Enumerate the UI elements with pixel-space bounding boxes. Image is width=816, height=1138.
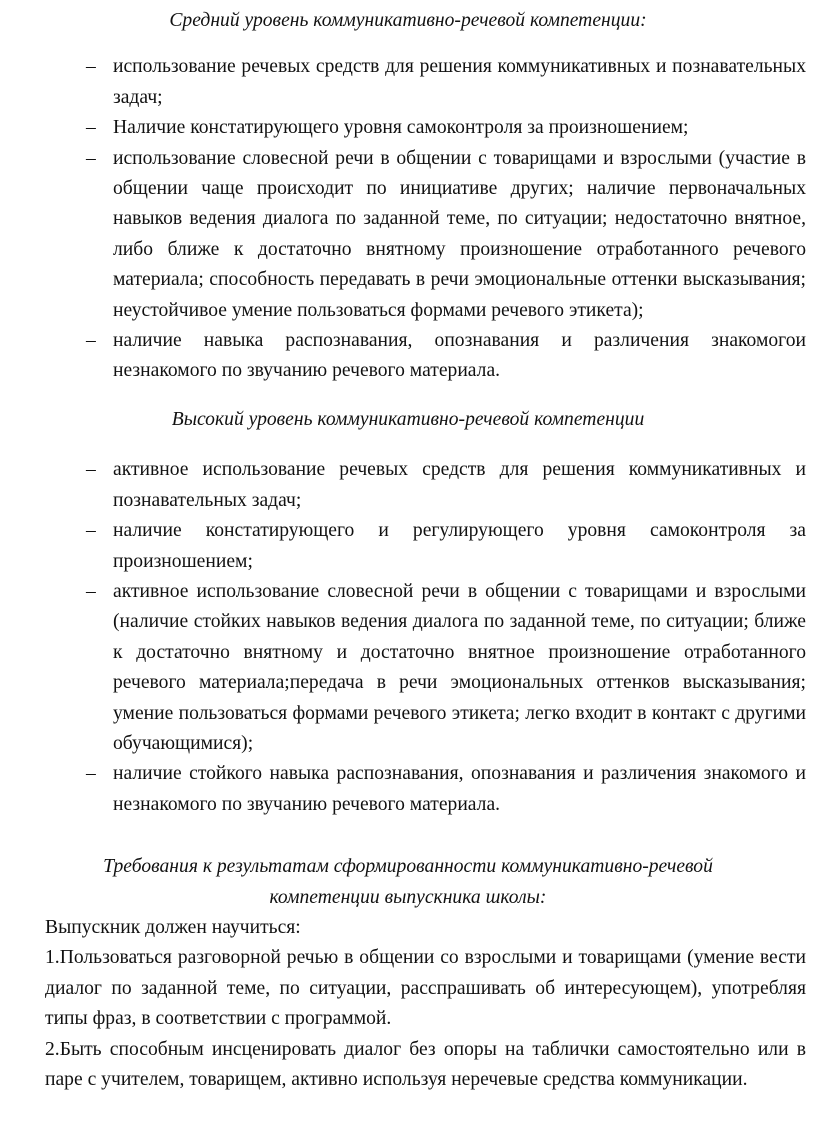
list-item-text: наличие констатирующего и регулирующего уровня самоконтроля за произношением;	[113, 520, 806, 572]
list-item	[0, 577, 816, 759]
dash-marker: –	[86, 147, 96, 169]
list-item-text: использование словесной речи в общении с товарищами и взрослыми (участие в общении чаще происходит по инициативе других; наличие первоначальных навыков ведения диалога по заданной теме, по ситуации; недостаточно внятное, либо ближе к достаточно внятному произношение отработанного речевого материала; способность передавать в речи эмоциональные оттенки высказывания; неустойчивое умение пользоваться формами речевого этикета);	[113, 147, 806, 321]
dash-marker: –	[86, 763, 96, 785]
list-item-text: Наличие констатирующего уровня самоконтроля за произношением;	[113, 117, 689, 139]
dash-marker: –	[86, 580, 96, 602]
section-heading-medium-level: Средний уровень коммуникативно-речевой компетенции:	[169, 10, 647, 31]
item-number: 1.	[45, 947, 60, 969]
requirements-list	[0, 943, 816, 1095]
list-item	[0, 516, 816, 577]
dash-marker: –	[86, 56, 96, 78]
list-item-text: активное использование речевых средств для решения коммуникативных и познавательных задач;	[113, 459, 806, 511]
list-item	[0, 113, 816, 143]
numbered-item	[0, 1035, 816, 1096]
dash-marker: –	[86, 117, 96, 139]
list-item	[0, 52, 816, 113]
list-item	[0, 759, 816, 820]
list-item-text: активное использование словесной речи в общении с товарищами и взрослыми (наличие стойких навыков ведения диалога по заданной теме, по ситуации; ближе к достаточно внятному и достаточно внятное произношение отработанного речевого материала;передача в речи эмоциональных оттенков высказывания; умение пользоваться формами речевого этикета; легко входит в контакт с другими обучающимися);	[113, 580, 806, 754]
section-heading-high-level: Высокий уровень коммуникативно-речевой компетенции	[171, 408, 645, 430]
dash-marker: –	[86, 520, 96, 542]
dash-marker: –	[86, 330, 96, 352]
numbered-item-text: Пользоваться разговорной речью в общении со взрослыми и товарищами (умение вести диалог по заданной теме, по ситуации, расспрашивать об интересующем), употребляя типы фраз, в соответствии с программой.	[45, 947, 806, 1030]
numbered-item-text: Быть способным инсценировать диалог без опоры на таблички самостоятельно или в паре с учителем, товарищем, активно используя неречевые средства коммуникации.	[45, 1038, 806, 1090]
medium-level-list	[0, 52, 816, 386]
dash-marker: –	[86, 459, 96, 481]
requirements-intro: Выпускник должен научиться:	[45, 916, 301, 938]
list-item-text: наличие стойкого навыка распознавания, опознавания и различения знакомого и незнакомого по звучанию речевого материала.	[113, 763, 806, 815]
numbered-item	[0, 943, 816, 1034]
list-item	[0, 455, 816, 516]
high-level-list	[0, 455, 816, 820]
item-number: 2.	[45, 1038, 60, 1060]
list-item	[0, 144, 816, 326]
list-item	[0, 326, 816, 387]
list-item-text: использование речевых средств для решения коммуникативных и познавательных задач;	[113, 56, 806, 108]
requirements-heading: Требования к результатам сформированности коммуникативно-речевой компетенции выпускника школы:	[103, 856, 713, 908]
list-item-text: наличие навыка распознавания, опознавания и различения знакомогои незнакомого по звучанию речевого материала.	[113, 330, 806, 382]
